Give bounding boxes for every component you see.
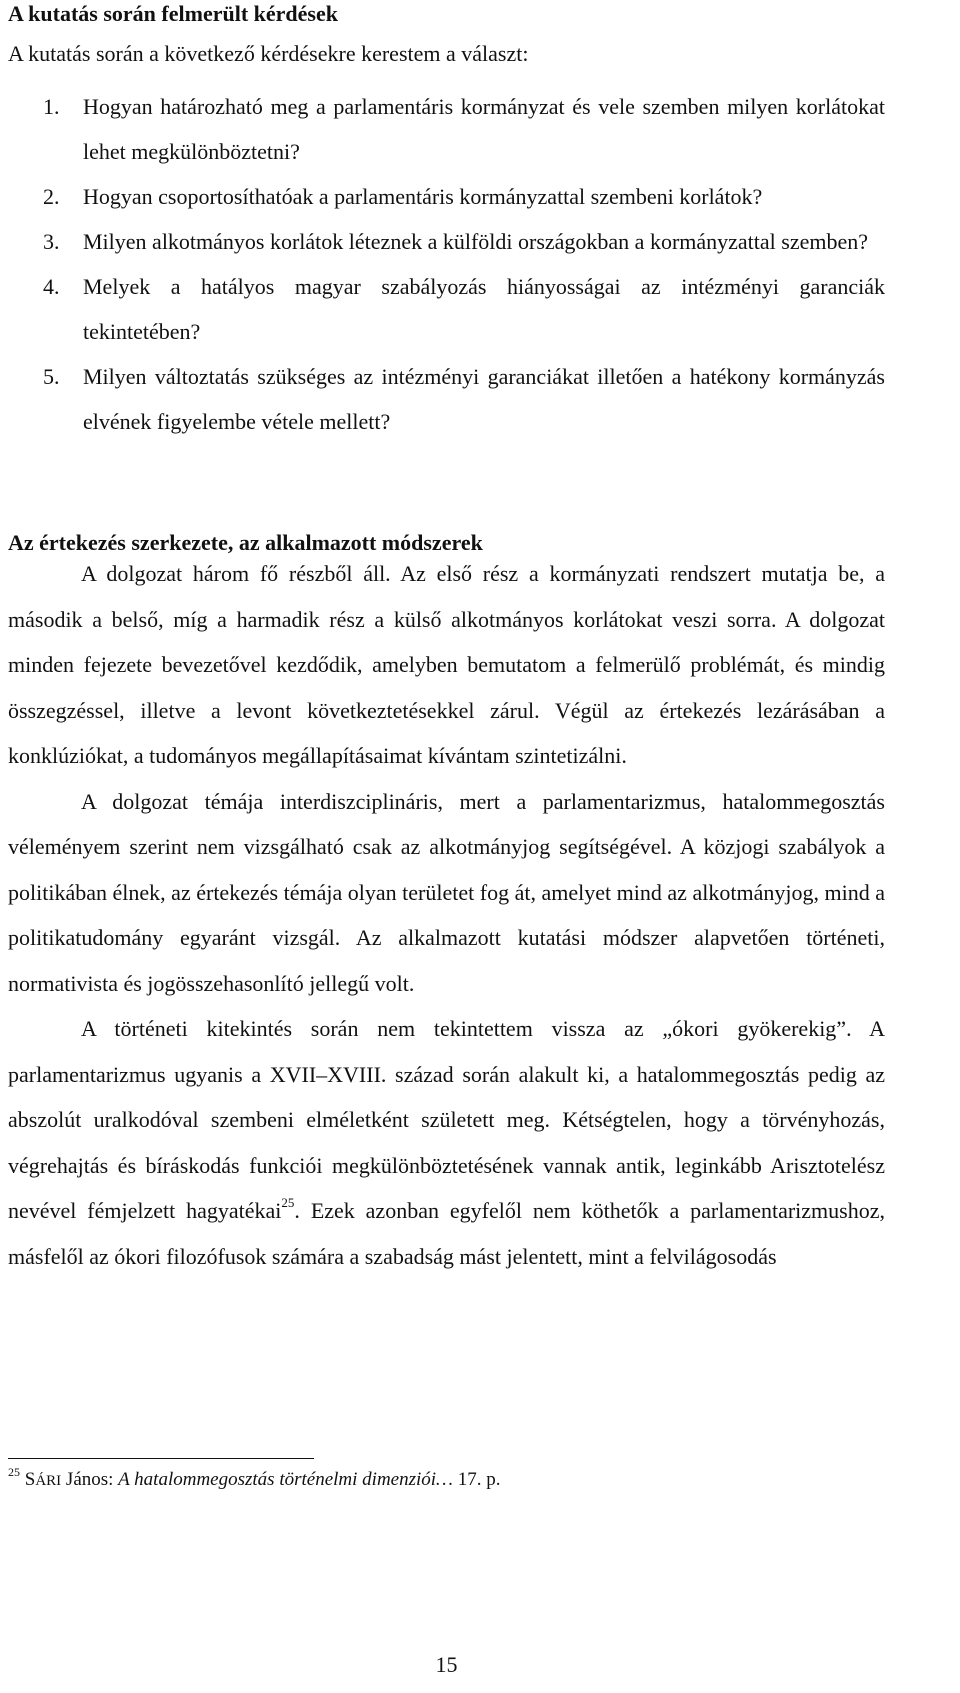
paragraph-history-text-1: A történeti kitekintés során nem tekintettem vissza az „ókori gyökerekig”. A parlamentarizmus ugyanis a XVII–XVIII. század során alakult ki, a hatalommegosztás pedig az abszolút uralkodóval szembeni elméletként született meg. Kétségtelen, hogy a törvényhozás, végrehajtás és bíráskodás funkciói megkülönböztetésének vannak antik, leginkább Arisztotelész nevével fémjelzett hagyatékai bbox=[8, 1016, 885, 1223]
question-number: 1. bbox=[43, 94, 60, 119]
question-text: Milyen alkotmányos korlátok léteznek a külföldi országokban a kormányzattal szemben? bbox=[83, 229, 869, 254]
footnote-author-rest: ÁRI bbox=[35, 1473, 62, 1489]
footnote-author-given: János: bbox=[61, 1469, 119, 1490]
question-number: 2. bbox=[43, 184, 60, 209]
question-item-2 bbox=[8, 174, 885, 219]
paragraph-history bbox=[8, 1006, 885, 1279]
question-item-1 bbox=[8, 84, 885, 174]
page-number: 15 bbox=[435, 1652, 458, 1677]
footnote-pages: 17. p. bbox=[452, 1469, 501, 1490]
question-text: Hogyan határozható meg a parlamentáris kormányzat és vele szemben milyen korlátokat lehet megkülönböztetni? bbox=[83, 94, 885, 164]
footnote-separator bbox=[8, 1458, 314, 1459]
footnote-reference[interactable]: 25 bbox=[281, 1195, 295, 1210]
question-number: 5. bbox=[43, 364, 60, 389]
question-item-5 bbox=[8, 354, 885, 444]
question-number: 3. bbox=[43, 229, 60, 254]
footnote-title: A hatalommegosztás történelmi dimenziói… bbox=[118, 1469, 453, 1490]
footnote-number: 25 bbox=[8, 1465, 20, 1479]
question-item-3 bbox=[8, 219, 885, 264]
question-number: 4. bbox=[43, 274, 60, 299]
footnote-author-initial: S bbox=[24, 1469, 36, 1490]
section-heading-research-questions: A kutatás során felmerült kérdések bbox=[8, 1, 338, 26]
paragraph-methods: A dolgozat témája interdiszciplináris, mert a parlamentarizmus, hatalommegosztás véleményem szerint nem vizsgálható csak az alkotmányjog segítségével. A közjogi szabályok a politikában élnek, az értekezés témája olyan területet fog át, amelyet mind az alkotmányjog, mind a politikatudomány egyaránt vizsgál. Az alkalmazott kutatási módszer alapvetően történeti, normativista és jogösszehasonlító jellegű volt. bbox=[8, 788, 885, 996]
research-questions-list bbox=[8, 84, 885, 444]
question-text: Melyek a hatályos magyar szabályozás hiányosságai az intézményi garanciák tekintetében? bbox=[83, 274, 885, 344]
question-item-4 bbox=[8, 264, 885, 354]
intro-sentence: A kutatás során a következő kérdésekre kerestem a választ: bbox=[8, 41, 529, 66]
footnote bbox=[8, 1465, 500, 1496]
paragraph-history-text-2: . Ezek azonban egyfelől nem köthetők a parlamentarizmushoz, másfelől az ókori filozófusok számára a szabadság mást jelentett, mint a felvilágosodás bbox=[8, 1198, 885, 1269]
section-heading-structure-methods: Az értekezés szerkezete, az alkalmazott módszerek bbox=[8, 530, 483, 555]
question-text: Hogyan csoportosíthatóak a parlamentáris kormányzattal szembeni korlátok? bbox=[83, 184, 763, 209]
question-text: Milyen változtatás szükséges az intézményi garanciákat illetően a hatékony kormányzás elvének figyelembe vétele mellett? bbox=[83, 364, 885, 434]
paragraph-structure: A dolgozat három fő részből áll. Az első rész a kormányzati rendszert mutatja be, a második a belső, míg a harmadik rész a külső alkotmányos korlátokat veszi sorra. A dolgozat minden fejezete bevezetővel kezdődik, amelyben bemutatom a felmerülő problémát, és mindig összegzéssel, illetve a levont következtetésekkel zárul. Végül az értekezés lezárásában a konklúziókat, a tudományos megállapításaimat kívántam szintetizálni. bbox=[8, 561, 885, 768]
body-text bbox=[8, 551, 885, 1279]
